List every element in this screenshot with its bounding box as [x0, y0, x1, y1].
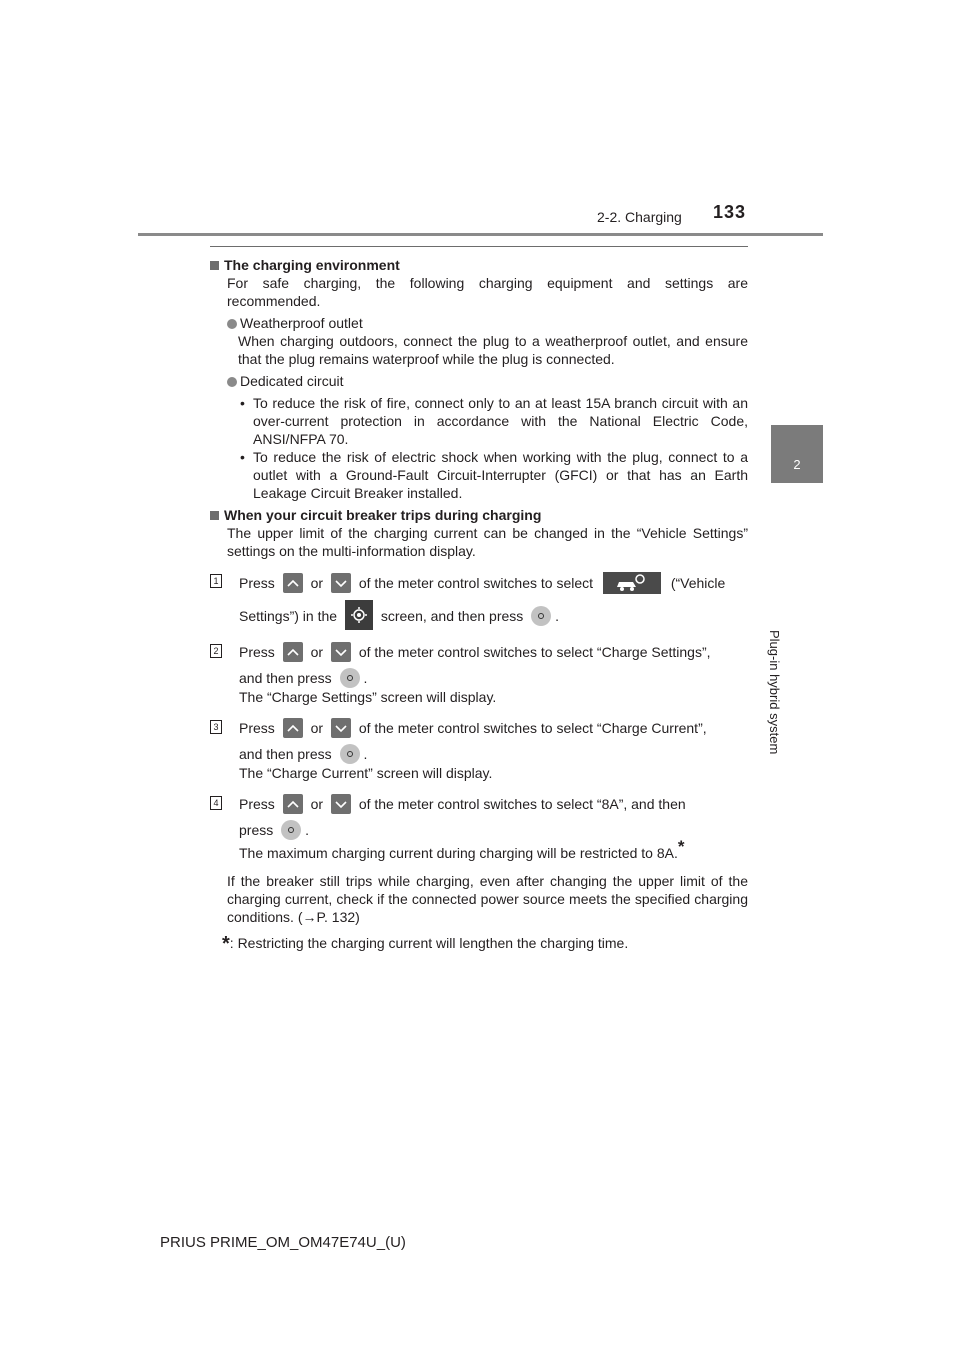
sub-item: • To reduce the risk of electric shock when working with the plug, connect to a outlet with a Ground-Fault Circuit-Interrupter (GFCI) or that has an Earth Leakage Circuit Breaker installed. — [240, 449, 748, 501]
vehicle-settings-icon — [603, 572, 661, 594]
step-result: The “Charge Settings” screen will display. — [239, 689, 497, 705]
footer-model: PRIUS PRIME_OM_OM47E74U_(U) — [160, 1234, 406, 1251]
page-content — [210, 256, 748, 953]
chevron-up-icon — [283, 718, 303, 738]
sub-list — [210, 394, 748, 502]
square-bullet-icon — [210, 511, 219, 520]
enter-button-icon — [281, 820, 301, 840]
enter-button-icon — [531, 606, 551, 626]
list-item: Weatherproof outlet — [210, 314, 748, 332]
gear-icon — [345, 600, 373, 630]
chevron-down-icon — [331, 573, 351, 593]
section-heading: The charging environment — [210, 256, 748, 274]
step-number: 2 — [210, 644, 222, 658]
chapter-tab — [771, 425, 823, 483]
sub-item: • To reduce the risk of fire, connect only to an at least 15A branch circuit with an over-current protection in accordance with the National Electric Code, ANSI/NFPA 70. — [240, 395, 748, 447]
chevron-up-icon — [283, 642, 303, 662]
list-item: Dedicated circuit — [210, 372, 748, 390]
footnote-mark: * — [677, 837, 685, 856]
content-rule — [210, 246, 748, 247]
chevron-down-icon — [331, 794, 351, 814]
step-result: The “Charge Current” screen will display. — [239, 765, 493, 781]
square-bullet-icon — [210, 261, 219, 270]
chevron-down-icon — [331, 642, 351, 662]
step-number: 3 — [210, 720, 222, 734]
step-number: 1 — [210, 574, 222, 588]
enter-button-icon — [340, 668, 360, 688]
chapter-number: 2 — [793, 457, 801, 472]
step-1: 1 Press or of the meter control switches to select (“Vehicle Settings”) in the screen, and then press . — [210, 572, 748, 630]
closing-paragraph: If the breaker still trips while charging, even after changing the upper limit of the charging current, check if the connected power source meets the specified charging conditions. (→P. 132) — [227, 873, 748, 925]
step-2: 2 Press or of the meter control switches to select “Charge Settings”, and then press . The “Charge Settings” screen will display. — [210, 642, 748, 706]
page-number: 133 — [713, 202, 747, 222]
chevron-up-icon — [283, 573, 303, 593]
section-intro: For safe charging, the following charging equipment and settings are recommended. — [227, 275, 748, 309]
chapter-label: Plug-in hybrid system — [767, 630, 782, 755]
round-bullet-icon — [227, 319, 237, 329]
enter-button-icon — [340, 744, 360, 764]
section-heading: When your circuit breaker trips during charging — [210, 506, 748, 524]
chevron-down-icon — [331, 718, 351, 738]
footnote: *: Restricting the charging current will lengthen the charging time. — [222, 933, 629, 955]
list-item-body: When charging outdoors, connect the plug to a weatherproof outlet, and ensure that the plug remains waterproof while the plug is connected. — [238, 333, 748, 367]
section-intro: The upper limit of the charging current can be changed in the “Vehicle Settings” settings on the multi-information display. — [227, 525, 748, 559]
round-bullet-icon — [227, 377, 237, 387]
step-number: 4 — [210, 796, 222, 810]
section-label: 2-2. Charging — [597, 209, 682, 225]
header-rule — [138, 233, 823, 236]
step-4: 4 Press or of the meter control switches to select “8A”, and then press . The maximum charging current during charging will be restricted to 8A.* — [210, 794, 748, 862]
step-result: The maximum charging current during charging will be restricted to 8A.* — [239, 837, 685, 861]
step-3: 3 Press or of the meter control switches to select “Charge Current”, and then press . The “Charge Current” screen will display. — [210, 718, 748, 782]
chevron-up-icon — [283, 794, 303, 814]
